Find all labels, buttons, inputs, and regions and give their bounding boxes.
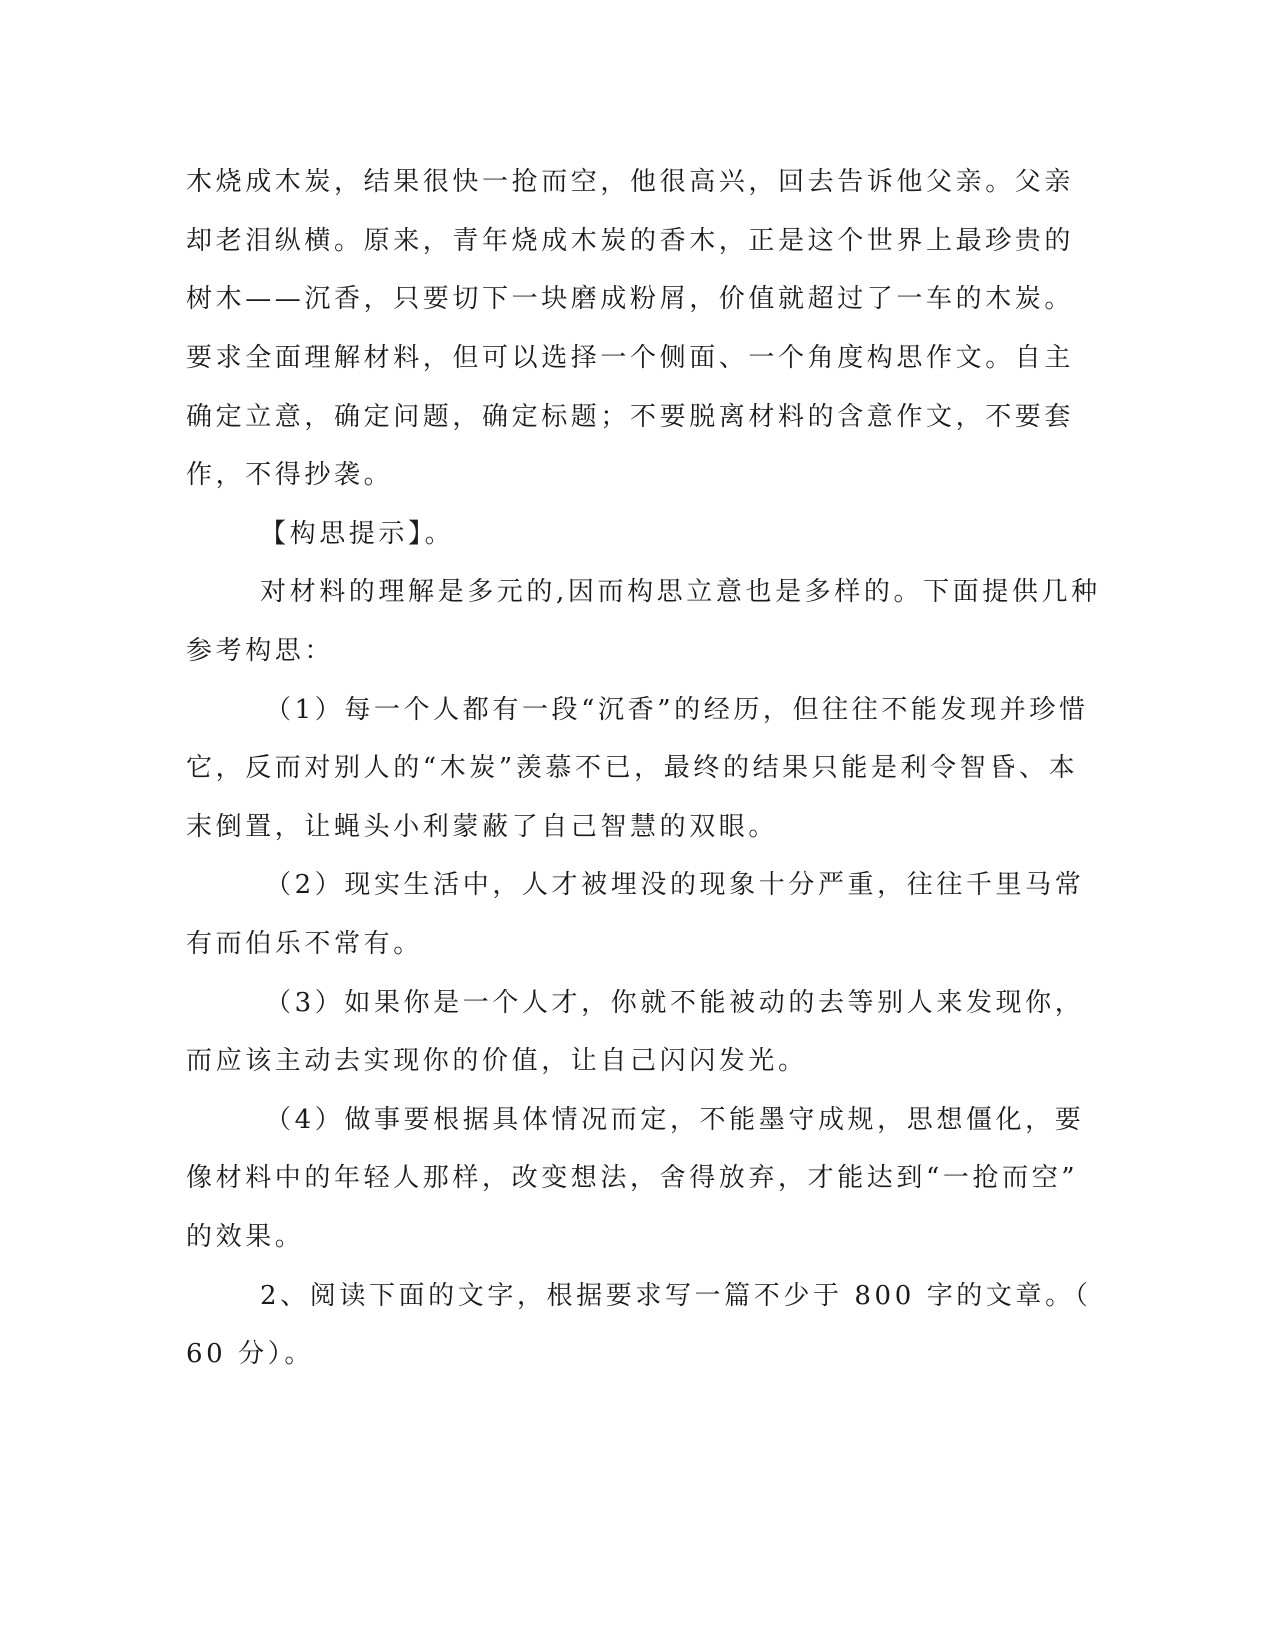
text-line: 却老泪纵横。原来，青年烧成木炭的香木，正是这个世界上最珍贵的 [186,226,1075,256]
text-line: 而应该主动去实现你的价值，让自己闪闪发光。 [186,1046,808,1076]
list-item-1: （1）每一个人都有一段“沉香”的经历，但往往不能发现并珍惜 [265,695,1089,725]
text-line: 像材料中的年轻人那样，改变想法，舍得放弃，才能达到“一抢而空” [186,1163,1079,1193]
text-line: 木烧成木炭，结果很快一抢而空，他很高兴，回去告诉他父亲。父亲 [186,167,1075,197]
list-item-4: （4）做事要根据具体情况而定，不能墨守成规，思想僵化，要 [265,1105,1085,1135]
text-line: 参考构思： [186,636,335,666]
text-line: 对材料的理解是多元的,因而构思立意也是多样的。下面提供几种 [260,577,1101,607]
text-line: 60 分）。 [186,1339,314,1369]
question-2: 2、阅读下面的文字，根据要求写一篇不少于 800 字的文章。（ [260,1281,1092,1311]
section-heading: 【构思提示】。 [260,519,455,549]
list-item-2: （2）现实生活中，人才被埋没的现象十分严重，往往千里马常 [265,870,1085,900]
text-line: 的效果。 [186,1222,305,1252]
list-item-3: （3）如果你是一个人才，你就不能被动的去等别人来发现你， [265,988,1085,1018]
text-line: 树木——沉香，只要切下一块磨成粉屑，价值就超过了一车的木炭。 [186,284,1075,314]
text-line: 末倒置，让蝇头小利蒙蔽了自己智慧的双眼。 [186,812,779,842]
text-line: 作，不得抄袭。 [186,460,394,490]
text-line: 要求全面理解材料，但可以选择一个侧面、一个角度构思作文。自主 [186,343,1075,373]
text-line: 它，反而对别人的“木炭”羡慕不已，最终的结果只能是利令智昏、本 [186,753,1079,783]
text-line: 有而伯乐不常有。 [186,929,423,959]
text-line: 确定立意，确定问题，确定标题；不要脱离材料的含意作文，不要套 [186,402,1075,432]
